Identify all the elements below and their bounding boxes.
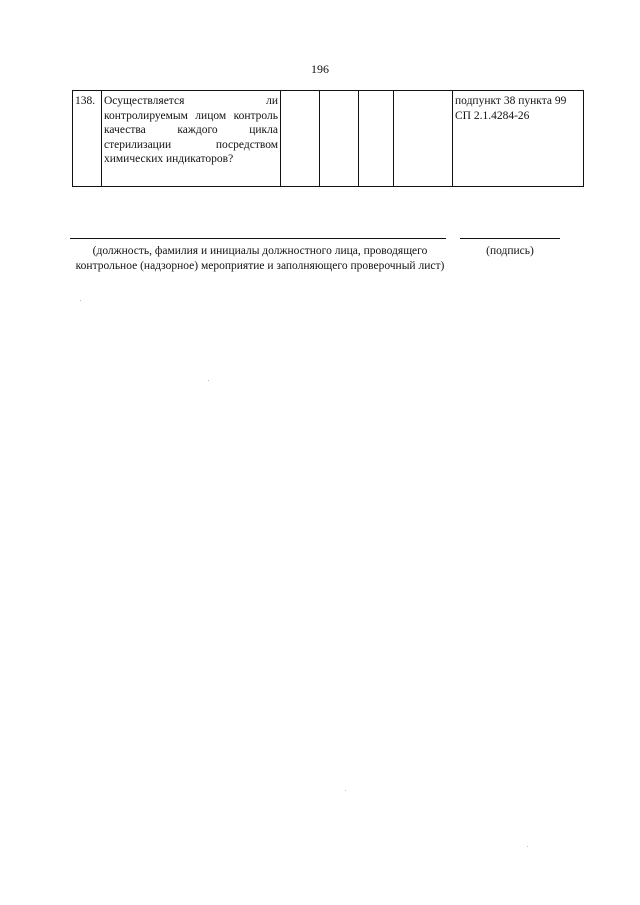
signature-caption: (подпись)	[486, 245, 534, 257]
reference-cell: подпункт 38 пункта 99 СП 2.1.4284-26	[453, 91, 584, 187]
row-number: 138.	[73, 91, 102, 187]
scan-speck	[527, 846, 528, 847]
answer-cell-no	[320, 91, 359, 187]
checklist-table	[72, 90, 584, 187]
scan-speck	[345, 790, 346, 791]
answer-cell-yes	[281, 91, 320, 187]
answer-cell-na	[359, 91, 394, 187]
table-row	[73, 91, 584, 187]
signature-line	[460, 238, 560, 239]
question-text: Осуществляется ли контролируемым лицом контроль качества каждого цикла стерилизации посредством химических индикаторов?	[104, 95, 278, 165]
official-caption: (должность, фамилия и инициалы должностного лица, проводящего контрольное (надзорное) мероприятие и заполняющего проверочный лист)	[75, 245, 445, 272]
scan-speck	[80, 300, 81, 301]
scan-speck	[208, 380, 209, 381]
page-number: 196	[311, 62, 329, 76]
note-cell	[394, 91, 453, 187]
official-signature-line	[70, 238, 446, 239]
question-cell	[102, 91, 281, 187]
